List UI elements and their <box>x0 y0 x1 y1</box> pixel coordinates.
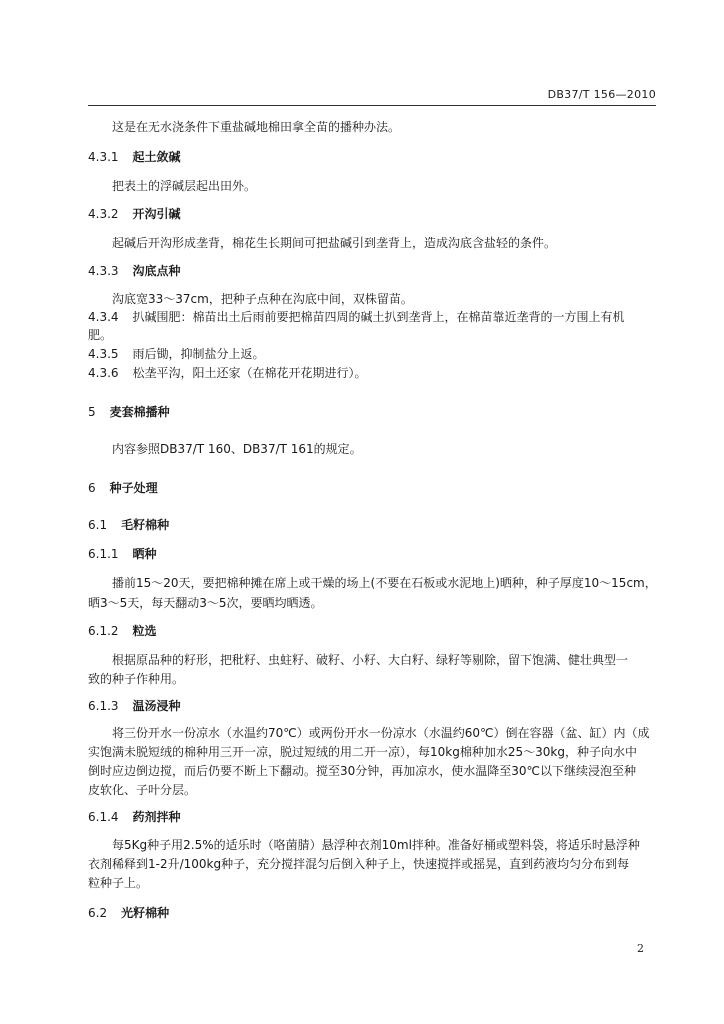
page-number: 2 <box>637 942 644 955</box>
section-heading-4-3-3: 4.3.3 沟底点种 <box>88 264 181 278</box>
paragraph-line: 内容参照DB37/T 160、DB37/T 161的规定。 <box>112 442 362 456</box>
paragraph-line: 实饱满未脱短绒的棉种用三开一凉，脱过短绒的用二开一凉），每10kg棉种加水25～30kg，种子向水中 <box>88 745 637 759</box>
paragraph-line: 皮软化、子叶分层。 <box>88 783 197 797</box>
paragraph-line: 起碱后开沟形成垄背，棉花生长期间可把盐碱引到垄背上，造成沟底含盐轻的条件。 <box>112 236 557 250</box>
paragraph-line: 晒3～5天，每天翻动3～5次，要晒均晒透。 <box>88 596 323 610</box>
standard-code: DB37/T 156—2010 <box>547 88 656 101</box>
section-heading-4-3-2: 4.3.2 开沟引碱 <box>88 207 181 221</box>
section-heading-6-1-4: 6.1.4 药剂拌种 <box>88 810 181 824</box>
section-heading-4-3-1: 4.3.1 起土敛碱 <box>88 150 181 164</box>
paragraph-line: 肥。 <box>88 328 113 342</box>
chapter-heading-6: 6 种子处理 <box>88 481 158 495</box>
paragraph-line: 根据原品种的籽形，把秕籽、虫蛀籽、破籽、小籽、大白籽、绿籽等剔除，留下饱满、健壮典型一 <box>112 653 629 667</box>
section-heading-6-1: 6.1 毛籽棉种 <box>88 518 170 532</box>
clause-4-3-6: 4.3.6 松垄平沟，阳土还家（在棉花开花期进行）。 <box>88 366 367 380</box>
paragraph-line: 这是在无水浇条件下重盐碱地棉田拿全苗的播种办法。 <box>112 120 401 134</box>
header-divider <box>88 105 656 106</box>
section-heading-6-1-3: 6.1.3 温汤浸种 <box>88 699 181 713</box>
paragraph-line: 致的种子作种用。 <box>88 672 185 686</box>
clause-4-3-5: 4.3.5 雨后锄，抑制盐分上返。 <box>88 347 265 361</box>
chapter-heading-5: 5 麦套棉播种 <box>88 405 170 419</box>
paragraph-line: 将三份开水一份凉水（水温约70℃）或两份开水一份凉水（水温约60℃）倒在容器（盆、缸）内（成 <box>112 726 650 740</box>
section-heading-6-1-1: 6.1.1 晒种 <box>88 547 157 561</box>
paragraph-line: 沟底宽33～37cm，把种子点种在沟底中间，双株留苗。 <box>112 292 413 306</box>
paragraph-line: 衣剂稀释到1-2升/100kg种子，充分搅拌混匀后倒入种子上，快速搅拌或摇晃，直到药液均匀分布到每 <box>88 857 630 871</box>
paragraph-line: 播前15～20天，要把棉种摊在席上或干燥的场上(不要在石板或水泥地上)晒种，种子厚度10～15cm， <box>112 576 657 590</box>
paragraph-line: 每5Kg种子用2.5%的适乐时（咯菌腈）悬浮种衣剂10ml拌种。准备好桶或塑料袋，将适乐时悬浮种 <box>112 838 640 852</box>
clause-4-3-4: 4.3.4 扒碱围肥：棉苗出土后雨前要把棉苗四周的碱土扒到垄背上，在棉苗靠近垄背的一方围上有机 <box>88 310 625 324</box>
paragraph-line: 粒种子上。 <box>88 876 149 890</box>
section-heading-6-2: 6.2 光籽棉种 <box>88 906 170 920</box>
paragraph-line: 把表土的浮碱层起出田外。 <box>112 179 257 193</box>
section-heading-6-1-2: 6.1.2 粒选 <box>88 624 157 638</box>
paragraph-line: 倒时应边倒边搅，而后仍要不断上下翻动。搅至30分钟，再加凉水，使水温降至30℃以下继续浸泡至种 <box>88 764 637 778</box>
